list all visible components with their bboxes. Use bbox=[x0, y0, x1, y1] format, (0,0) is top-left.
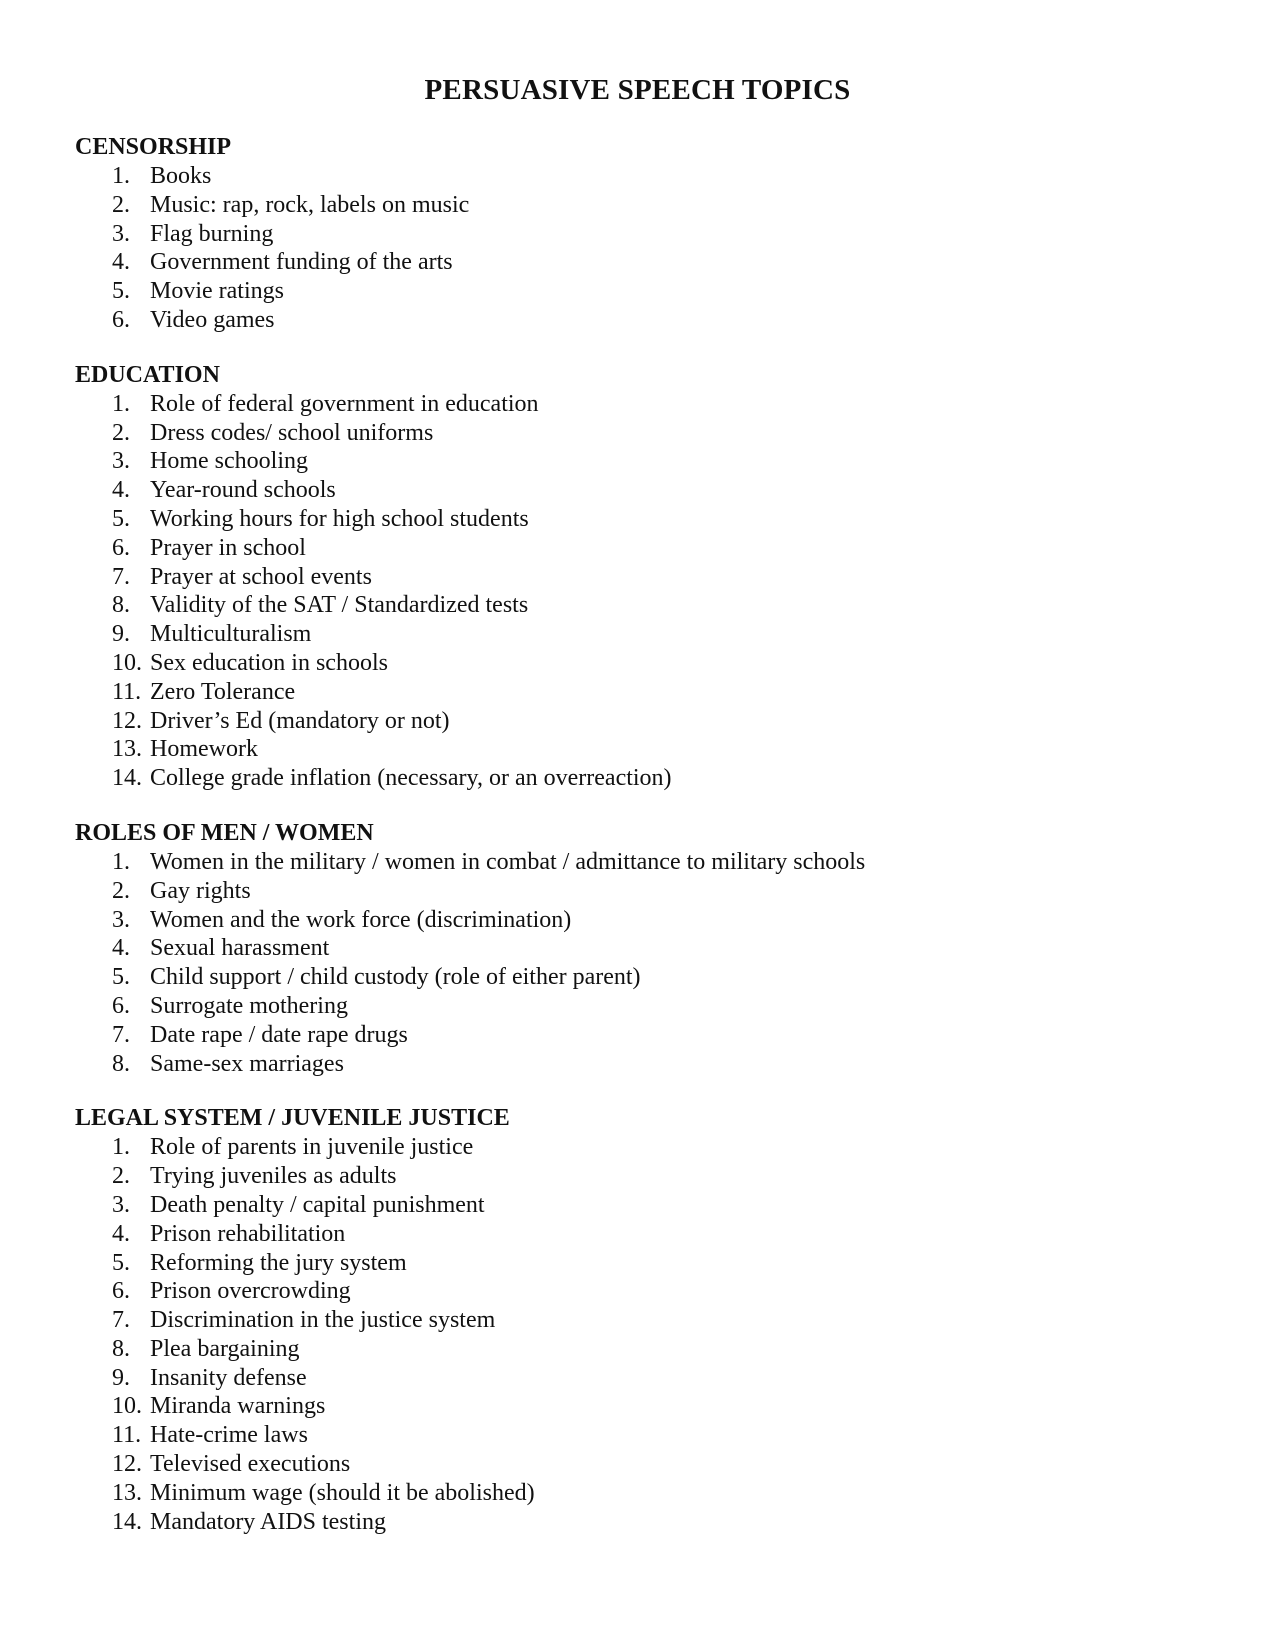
list-item-text: Minimum wage (should it be abolished) bbox=[150, 1479, 535, 1506]
list-item-text: Sex education in schools bbox=[150, 649, 388, 676]
list-item-number: 1. bbox=[112, 1134, 130, 1161]
list-item-number: 13. bbox=[112, 736, 142, 763]
list-item-number: 12. bbox=[112, 1451, 142, 1478]
list-item-text: Death penalty / capital punishment bbox=[150, 1191, 485, 1218]
list-item-text: Music: rap, rock, labels on music bbox=[150, 191, 470, 218]
list-item-text: Child support / child custody (role of either parent) bbox=[150, 964, 641, 991]
list-item-number: 11. bbox=[112, 678, 142, 705]
list-item-text: Homework bbox=[150, 736, 258, 763]
topic-list bbox=[75, 1133, 1275, 1536]
list-item-text: Insanity defense bbox=[150, 1364, 307, 1391]
topic-list bbox=[75, 162, 1275, 335]
list-item bbox=[75, 992, 1275, 1021]
list-item bbox=[75, 649, 1275, 678]
section-heading: CENSORSHIP bbox=[75, 134, 232, 160]
list-item-text: Home schooling bbox=[150, 448, 308, 475]
list-item-number: 2. bbox=[112, 419, 130, 446]
section bbox=[75, 361, 1275, 793]
list-item-text: Surrogate mothering bbox=[150, 992, 348, 1019]
list-item-text: Working hours for high school students bbox=[150, 505, 529, 532]
list-item bbox=[75, 963, 1275, 992]
list-item bbox=[75, 620, 1275, 649]
topic-list bbox=[75, 848, 1275, 1078]
list-item-text: Sexual harassment bbox=[150, 935, 330, 962]
list-item bbox=[75, 678, 1275, 707]
list-item bbox=[75, 1191, 1275, 1220]
list-item-text: Prayer at school events bbox=[150, 563, 372, 590]
list-item bbox=[75, 1508, 1275, 1537]
list-item-number: 14. bbox=[112, 765, 142, 792]
list-item bbox=[75, 1277, 1275, 1306]
list-item-text: Miranda warnings bbox=[150, 1393, 326, 1420]
list-item-text: Women in the military / women in combat / admittance to military schools bbox=[150, 848, 866, 875]
list-item bbox=[75, 591, 1275, 620]
list-item-text: Books bbox=[150, 163, 212, 189]
list-item bbox=[75, 1220, 1275, 1249]
list-item-number: 2. bbox=[112, 877, 130, 904]
list-item-number: 7. bbox=[112, 1021, 130, 1048]
list-item bbox=[75, 248, 1275, 277]
list-item-text: Date rape / date rape drugs bbox=[150, 1021, 408, 1048]
list-item bbox=[75, 1479, 1275, 1508]
list-item-text: Driver’s Ed (mandatory or not) bbox=[150, 707, 450, 734]
list-item-number: 9. bbox=[112, 1364, 130, 1391]
list-item-number: 11. bbox=[112, 1422, 142, 1449]
list-item-text: Televised executions bbox=[150, 1451, 351, 1478]
list-item-number: 13. bbox=[112, 1479, 142, 1506]
list-item-number: 1. bbox=[112, 848, 130, 875]
list-item bbox=[75, 191, 1275, 220]
list-item bbox=[75, 220, 1275, 249]
list-item bbox=[75, 1249, 1275, 1278]
list-item-text: Prison rehabilitation bbox=[150, 1220, 346, 1247]
section-heading: EDUCATION bbox=[75, 361, 220, 388]
list-item bbox=[75, 1133, 1275, 1162]
list-item-text: Validity of the SAT / Standardized tests bbox=[150, 592, 529, 619]
section-heading: ROLES OF MEN / WOMEN bbox=[75, 819, 374, 846]
list-item-number: 4. bbox=[112, 249, 130, 276]
list-item bbox=[75, 505, 1275, 534]
list-item bbox=[75, 476, 1275, 505]
list-item bbox=[75, 277, 1275, 306]
list-item-number: 6. bbox=[112, 1278, 130, 1305]
list-item bbox=[75, 563, 1275, 592]
list-item-number: 4. bbox=[112, 477, 130, 504]
list-item-text: Flag burning bbox=[150, 220, 274, 247]
list-item-number: 2. bbox=[112, 191, 130, 218]
list-item-text: Prison overcrowding bbox=[150, 1278, 351, 1305]
list-item-text: Plea bargaining bbox=[150, 1335, 300, 1362]
list-item-text: Discrimination in the justice system bbox=[150, 1307, 496, 1334]
list-item-text: Multiculturalism bbox=[150, 621, 312, 648]
list-item-text: Women and the work force (discrimination) bbox=[150, 906, 572, 933]
list-item bbox=[75, 1021, 1275, 1050]
list-item-number: 9. bbox=[112, 621, 130, 648]
list-item bbox=[75, 534, 1275, 563]
list-item bbox=[75, 1421, 1275, 1450]
list-item-number: 5. bbox=[112, 278, 130, 305]
list-item-text: Role of parents in juvenile justice bbox=[150, 1134, 474, 1161]
section bbox=[75, 1104, 1275, 1536]
list-item bbox=[75, 447, 1275, 476]
list-item bbox=[75, 1306, 1275, 1335]
list-item-number: 3. bbox=[112, 906, 130, 933]
list-item-number: 4. bbox=[112, 1220, 130, 1247]
list-item-number: 1. bbox=[112, 163, 130, 189]
list-item-number: 7. bbox=[112, 563, 130, 590]
list-item bbox=[75, 1392, 1275, 1421]
list-item-number: 6. bbox=[112, 534, 130, 561]
list-item bbox=[75, 419, 1275, 448]
list-item bbox=[75, 1050, 1275, 1079]
list-item bbox=[75, 390, 1275, 419]
list-item-text: Gay rights bbox=[150, 877, 251, 904]
list-item bbox=[75, 1162, 1275, 1191]
topic-list bbox=[75, 390, 1275, 793]
list-item-text: Government funding of the arts bbox=[150, 249, 453, 276]
list-item bbox=[75, 906, 1275, 935]
list-item-text: Mandatory AIDS testing bbox=[150, 1508, 386, 1535]
list-item-number: 8. bbox=[112, 1050, 130, 1077]
list-item-text: Video games bbox=[150, 306, 275, 333]
sections-container bbox=[0, 133, 1275, 1536]
list-item bbox=[75, 934, 1275, 963]
list-item-number: 14. bbox=[112, 1508, 142, 1535]
list-item-number: 1. bbox=[112, 390, 130, 417]
list-item bbox=[75, 1364, 1275, 1393]
list-item bbox=[75, 707, 1275, 736]
list-item bbox=[75, 1450, 1275, 1479]
list-item-number: 5. bbox=[112, 505, 130, 532]
list-item-text: Hate-crime laws bbox=[150, 1422, 308, 1449]
section-heading: LEGAL SYSTEM / JUVENILE JUSTICE bbox=[75, 1105, 510, 1132]
list-item-number: 3. bbox=[112, 1191, 130, 1218]
list-item bbox=[75, 848, 1275, 877]
list-item-text: Movie ratings bbox=[150, 278, 284, 305]
page-title: PERSUASIVE SPEECH TOPICS bbox=[424, 74, 851, 106]
list-item-text: College grade inflation (necessary, or an overreaction) bbox=[150, 765, 672, 792]
list-item-number: 12. bbox=[112, 707, 142, 734]
list-item-number: 7. bbox=[112, 1307, 130, 1334]
list-item-number: 8. bbox=[112, 592, 130, 619]
list-item-number: 2. bbox=[112, 1163, 130, 1190]
list-item-number: 5. bbox=[112, 964, 130, 991]
list-item-number: 5. bbox=[112, 1249, 130, 1276]
list-item-text: Role of federal government in education bbox=[150, 390, 539, 417]
list-item-number: 3. bbox=[112, 448, 130, 475]
list-item-text: Same-sex marriages bbox=[150, 1050, 344, 1077]
list-item bbox=[75, 1335, 1275, 1364]
list-item-text: Prayer in school bbox=[150, 534, 306, 561]
list-item bbox=[75, 735, 1275, 764]
list-item-number: 10. bbox=[112, 1393, 142, 1420]
list-item-number: 6. bbox=[112, 306, 130, 333]
list-item-text: Reforming the jury system bbox=[150, 1249, 407, 1276]
list-item-text: Zero Tolerance bbox=[150, 678, 296, 705]
list-item-text: Year-round schools bbox=[150, 477, 336, 504]
section bbox=[75, 133, 1275, 335]
list-item-number: 10. bbox=[112, 649, 142, 676]
list-item-number: 3. bbox=[112, 220, 130, 247]
list-item-text: Dress codes/ school uniforms bbox=[150, 419, 434, 446]
list-item bbox=[75, 764, 1275, 793]
list-item bbox=[75, 306, 1275, 335]
list-item-number: 6. bbox=[112, 992, 130, 1019]
list-item bbox=[75, 162, 1275, 191]
list-item-text: Trying juveniles as adults bbox=[150, 1163, 397, 1190]
list-item-number: 8. bbox=[112, 1335, 130, 1362]
section bbox=[75, 819, 1275, 1078]
list-item-number: 4. bbox=[112, 935, 130, 962]
list-item bbox=[75, 877, 1275, 906]
